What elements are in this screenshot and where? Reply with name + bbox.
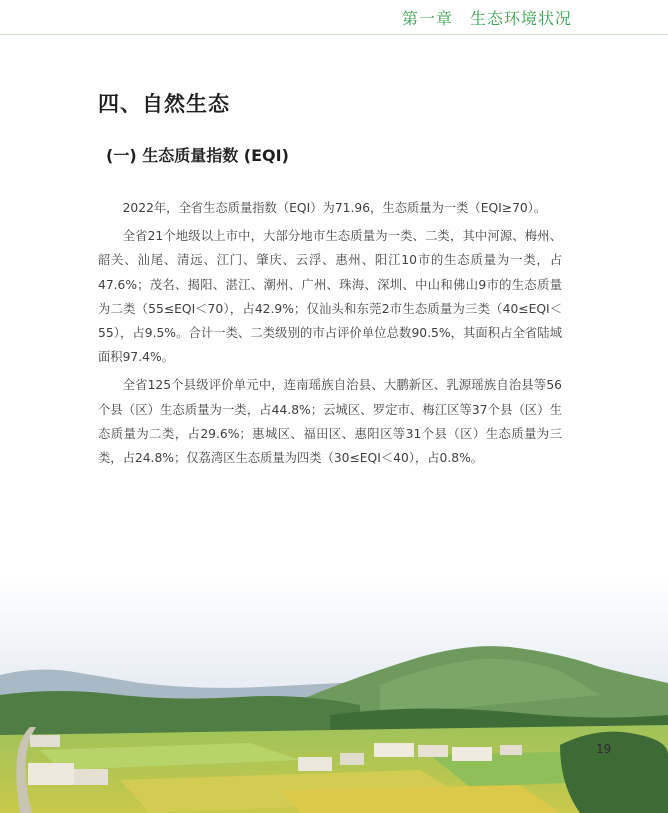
section-title: 四、自然生态 <box>98 91 230 116</box>
landscape-photo <box>0 575 668 813</box>
body-text <box>98 196 562 474</box>
paragraph-county-level: 全省125个县级评价单元中，连南瑶族自治县、大鹏新区、乳源瑶族自治县等56个县（区）生态质量为一类，占44.8%；云城区、罗定市、梅江区等37个县（区）生态质量为二类，占29.6%；惠城区、福田区、惠阳区等31个县（区）生态质量为三类，占24.8%；仅荔湾区生态质量为四类（30≤EQI＜40），占0.8%。 <box>98 378 562 466</box>
page-header <box>0 0 668 35</box>
page-number: 19 <box>596 742 612 756</box>
subsection-title: (一) 生态质量指数 (EQI) <box>106 146 289 165</box>
paragraph-eqi-summary: 2022年，全省生态质量指数（EQI）为71.96，生态质量为一类（EQI≥70）。 <box>122 201 547 215</box>
chapter-title: 第一章 生态环境状况 <box>401 9 572 28</box>
paragraph-city-level: 全省21个地级以上市中，大部分地市生态质量为一类、二类，其中河源、梅州、韶关、汕尾、清远、江门、肇庆、云浮、惠州、阳江10市的生态质量为一类，占47.6%；茂名、揭阳、湛江、潮州、广州、珠海、深圳、中山和佛山9市的生态质量为二类（55≤EQI＜70），占42.9%；仅汕头和东莞2市生态质量为三类（40≤EQI＜55），占9.5%。合计一类、二类级别的市占评价单位总数90.5%，其面积占全省陆域面积97.4%。 <box>98 229 562 365</box>
